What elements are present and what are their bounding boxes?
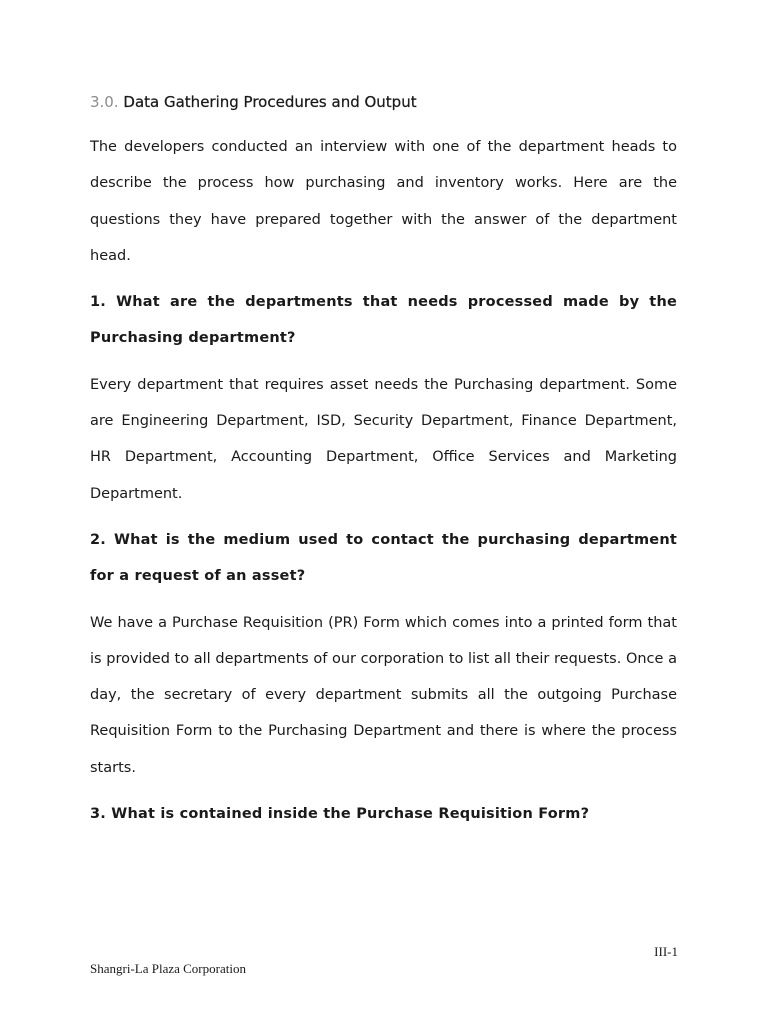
section-title: Data Gathering Procedures and Output — [123, 93, 417, 111]
section-number: 3.0. — [90, 93, 119, 111]
footer-company: Shangri-La Plaza Corporation — [90, 961, 246, 976]
document-body — [90, 88, 677, 842]
question-3: 3. What is contained inside the Purchase Requisition Form? — [90, 806, 590, 823]
section-heading — [90, 88, 677, 116]
answer-2: We have a Purchase Requisition (PR) Form which comes into a printed form that is provided to all departments of our corporation to list all their requests. Once a day, the secretary of every department submits all the outgoing Purchase Requisition Form to the Purchasing Department and there is where the process starts. — [90, 614, 677, 776]
page-number: III-1 — [654, 944, 678, 959]
intro-paragraph: The developers conducted an interview with one of the department heads to describe the process how purchasing and inventory works. Here are the questions they have prepared together with the answer of the department head. — [90, 139, 677, 264]
question-1: 1. What are the departments that needs processed made by the Purchasing department? — [90, 294, 677, 347]
question-2: 2. What is the medium used to contact the purchasing department for a request of an asset? — [90, 531, 677, 585]
answer-1: Every department that requires asset needs the Purchasing department. Some are Engineering Department, ISD, Security Department, Finance Department, HR Department, Accounting Department, Office Services and Marketing Department. — [90, 376, 677, 502]
